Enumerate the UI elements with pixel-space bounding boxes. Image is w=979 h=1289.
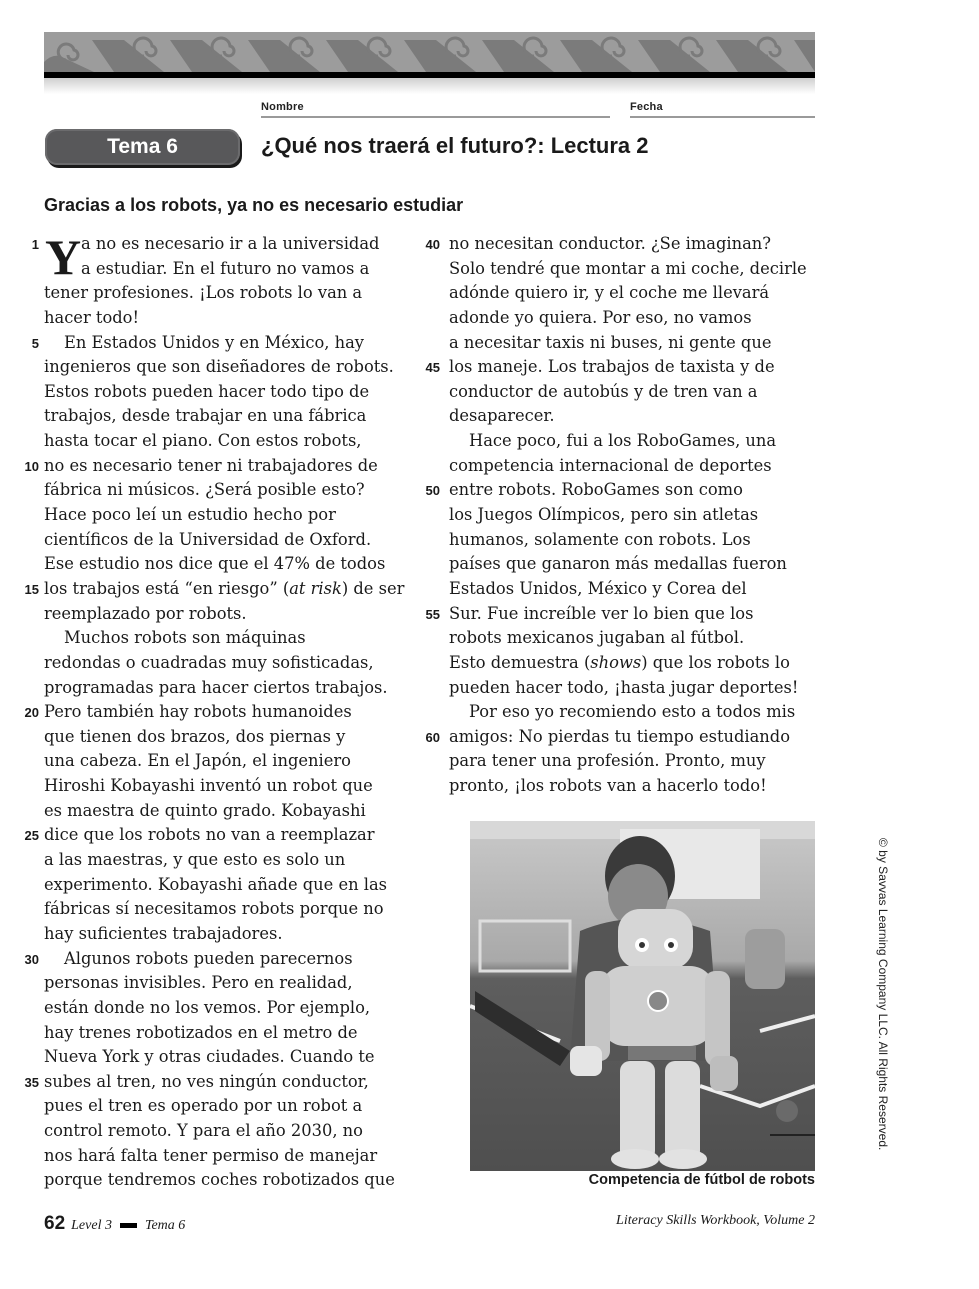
spiral-wave-icon (44, 32, 815, 72)
text-line (44, 651, 409, 676)
line-text: reemplazado por robots. (44, 603, 247, 623)
text-line (44, 1045, 409, 1070)
line-text: a las maestras, y que esto es solo un (44, 850, 346, 870)
text-line (24, 947, 409, 972)
text-line (44, 848, 409, 873)
line-text: Estos robots pueden hacer todo tipo de (44, 381, 370, 401)
line-text: personas invisibles. Pero en realidad, (44, 973, 353, 993)
text-line (44, 922, 409, 947)
line-number: 5 (31, 335, 39, 351)
footer-level: Level 3 (71, 1218, 112, 1233)
line-text-after: ) de ser (341, 578, 405, 598)
line-text: pues el tren es operado por un robot a (44, 1096, 363, 1116)
text-line (44, 281, 409, 306)
line-number: 30 (24, 951, 39, 967)
line-text: desaparecer. (449, 406, 555, 426)
text-line (44, 897, 409, 922)
line-text: amigos: No pierdas tu tiempo estudiando (449, 726, 791, 746)
line-text: redondas o cuadradas muy sofisticadas, (44, 652, 374, 672)
line-text: a no es necesario ir a la universidad (81, 234, 380, 253)
line-text: no es necesario tener ni trabajadores de (44, 455, 378, 475)
robot-photo-illustration (470, 821, 815, 1171)
line-text: países que ganaron más medallas fueron (449, 554, 787, 574)
text-line (44, 749, 409, 774)
name-field[interactable] (261, 101, 610, 118)
page-number: 62 (44, 1213, 66, 1234)
text-line (449, 257, 815, 282)
text-line (449, 331, 815, 356)
text-line (449, 454, 815, 479)
text-line (44, 725, 409, 750)
line-text-after: ) que los robots lo (641, 652, 790, 672)
line-text: Algunos robots pueden parecernos (64, 948, 353, 968)
robot-soccer-photo (470, 821, 815, 1171)
line-text: Pero también hay robots humanoides (44, 702, 352, 722)
line-text: porque tendremos coches robotizados que (44, 1170, 395, 1190)
text-line (44, 1119, 409, 1144)
line-number: 10 (24, 458, 39, 474)
line-text: una cabeza. En el Japón, el ingeniero (44, 751, 351, 771)
line-text: Esto demuestra ( (449, 652, 591, 672)
text-line (44, 380, 409, 405)
text-line (449, 552, 815, 577)
text-line (44, 1094, 409, 1119)
line-text: adonde yo quiera. Por eso, no vamos (449, 307, 752, 327)
line-text: nos hará falta tener permiso de manejar (44, 1145, 378, 1165)
text-line (31, 331, 409, 356)
line-text: entre robots. RoboGames son como (449, 480, 743, 500)
text-line (425, 602, 815, 627)
line-italic-gloss: shows (590, 652, 642, 672)
text-line (449, 774, 815, 799)
line-text: los Juegos Olímpicos, pero sin atletas (449, 505, 759, 525)
line-text: control remoto. Y para el año 2030, no (44, 1121, 363, 1141)
text-line (44, 971, 409, 996)
text-line (31, 232, 409, 257)
text-line (24, 454, 409, 479)
line-number: 55 (425, 606, 440, 622)
text-line (449, 528, 815, 553)
text-line (24, 577, 409, 602)
line-text: hacer todo! (44, 307, 140, 327)
text-line (44, 799, 409, 824)
drop-cap: Y (45, 229, 82, 285)
line-text: Nueva York y otras ciudades. Cuando te (44, 1047, 375, 1067)
footer-tema: Tema 6 (144, 1218, 186, 1233)
copyright-notice (876, 838, 890, 1150)
photo-caption: Competencia de fútbol de robots (588, 1172, 815, 1188)
text-line (449, 306, 815, 331)
line-text: dice que los robots no van a reemplazar (44, 825, 375, 845)
text-line (449, 577, 815, 602)
line-text: programadas para hacer ciertos trabajos. (44, 677, 388, 697)
text-line (44, 676, 409, 701)
line-text: científicos de la Universidad de Oxford. (44, 529, 372, 549)
decorative-spiral-banner (44, 32, 815, 72)
text-line (449, 749, 815, 774)
line-text: hasta tocar el piano. Con estos robots, (44, 431, 362, 451)
text-line (24, 823, 409, 848)
line-text: a necesitar taxis ni buses, ni gente que (449, 332, 772, 352)
text-line (449, 503, 815, 528)
line-text: a estudiar. En el futuro no vamos a (81, 258, 370, 278)
line-text: experimento. Kobayashi añade que en las (44, 874, 388, 894)
text-line (449, 281, 815, 306)
line-text: fábricas sí necesitamos robots porque no (44, 899, 384, 919)
line-number: 60 (425, 729, 440, 745)
banner-shadow (44, 78, 815, 94)
text-line (44, 355, 409, 380)
line-text: los maneje. Los trabajos de taxista y de (449, 357, 775, 377)
text-line (24, 1070, 409, 1095)
line-text: hay suficientes trabajadores. (44, 923, 283, 943)
page-footer-right (616, 1213, 815, 1229)
text-line (44, 503, 409, 528)
line-text: trabajos, desde trabajar en una fábrica (44, 406, 367, 426)
text-line (44, 404, 409, 429)
text-line (425, 478, 815, 503)
name-label: Nombre (261, 101, 304, 113)
text-line (44, 528, 409, 553)
line-text: los trabajos está “en riesgo” ( (44, 578, 290, 598)
line-text: conductor de autobús y de tren van a (449, 381, 758, 401)
line-text: pueden hacer todo, ¡hasta jugar deportes! (449, 677, 799, 697)
text-line (449, 700, 815, 725)
line-number: 45 (425, 360, 440, 376)
date-field[interactable] (630, 101, 815, 118)
line-text: que tienen dos brazos, dos piernas y (44, 726, 346, 746)
line-text: robots mexicanos jugaban al fútbol. (449, 628, 745, 648)
line-text: adónde quiero ir, y el coche me llevará (449, 283, 770, 303)
line-text: Hiroshi Kobayashi inventó un robot que (44, 776, 373, 796)
line-text: Por eso yo recomiendo esto a todos mis (469, 702, 796, 722)
text-line (44, 626, 409, 651)
line-text: es maestra de quinto grado. Kobayashi (44, 800, 366, 820)
line-text: humanos, solamente con robots. Los (449, 529, 751, 549)
line-text: Solo tendré que montar a mi coche, decirle (449, 258, 807, 278)
line-text: hay trenes robotizados en el metro de (44, 1022, 358, 1042)
line-text: están donde no los vemos. Por ejemplo, (44, 997, 371, 1017)
text-line (44, 774, 409, 799)
text-line (44, 306, 409, 331)
text-line (44, 996, 409, 1021)
text-line (44, 602, 409, 627)
page-title: ¿Qué nos traerá el futuro?: Lectura 2 (261, 133, 649, 158)
line-number: 25 (24, 828, 39, 844)
tema-badge: Tema 6 (45, 129, 240, 165)
text-line (44, 1168, 409, 1193)
line-text: pronto, ¡los robots van a hacerlo todo! (449, 776, 767, 796)
text-line (449, 404, 815, 429)
line-text: no necesitan conductor. ¿Se imaginan? (449, 234, 772, 253)
text-line (425, 232, 815, 257)
line-number: 50 (425, 483, 440, 499)
text-line (425, 725, 815, 750)
line-text: tener profesiones. ¡Los robots lo van a (44, 283, 363, 303)
line-text: Hace poco leí un estudio hecho por (44, 505, 336, 525)
line-number: 1 (31, 237, 39, 252)
line-number: 20 (24, 705, 39, 721)
line-italic-gloss: at risk (289, 578, 342, 598)
text-line (449, 676, 815, 701)
line-number: 15 (24, 581, 39, 597)
line-text: Hace poco, fui a los RoboGames, una (469, 431, 777, 451)
line-text: ingenieros que son diseñadores de robots. (44, 357, 394, 377)
text-line (449, 651, 815, 676)
text-line (449, 380, 815, 405)
left-text-column (24, 229, 409, 1193)
text-line (44, 552, 409, 577)
text-line (44, 873, 409, 898)
line-text: para tener una profesión. Pronto, muy (449, 751, 766, 771)
text-line (24, 700, 409, 725)
footer-book-title: Literacy Skills Workbook, Volume 2 (616, 1213, 815, 1228)
line-text: En Estados Unidos y en México, hay (64, 332, 364, 352)
line-text: Sur. Fue increíble ver lo bien que los (449, 603, 754, 623)
text-line (44, 1144, 409, 1169)
page-footer-left (44, 1213, 185, 1235)
line-text: Muchos robots son máquinas (64, 628, 306, 648)
text-line (425, 355, 815, 380)
line-text: competencia internacional de deportes (449, 455, 772, 475)
date-label: Fecha (630, 101, 663, 113)
line-number: 35 (24, 1074, 39, 1090)
text-line (44, 257, 409, 282)
reading-subtitle: Gracias a los robots, ya no es necesario estudiar (44, 195, 464, 215)
line-number: 40 (425, 237, 440, 252)
footer-separator (120, 1223, 137, 1228)
right-text-column (425, 232, 815, 799)
text-line (44, 1021, 409, 1046)
text-line (449, 626, 815, 651)
line-text: fábrica ni músicos. ¿Será posible esto? (44, 480, 365, 500)
text-line (44, 429, 409, 454)
text-line (449, 429, 815, 454)
text-line (44, 478, 409, 503)
copyright-text: © by Savvas Learning Company LLC. All Rights Reserved. (876, 838, 890, 1151)
line-text: subes al tren, no ves ningún conductor, (44, 1071, 369, 1091)
line-text: Estados Unidos, México y Corea del (449, 578, 747, 598)
line-text: Ese estudio nos dice que el 47% de todos (44, 554, 386, 574)
